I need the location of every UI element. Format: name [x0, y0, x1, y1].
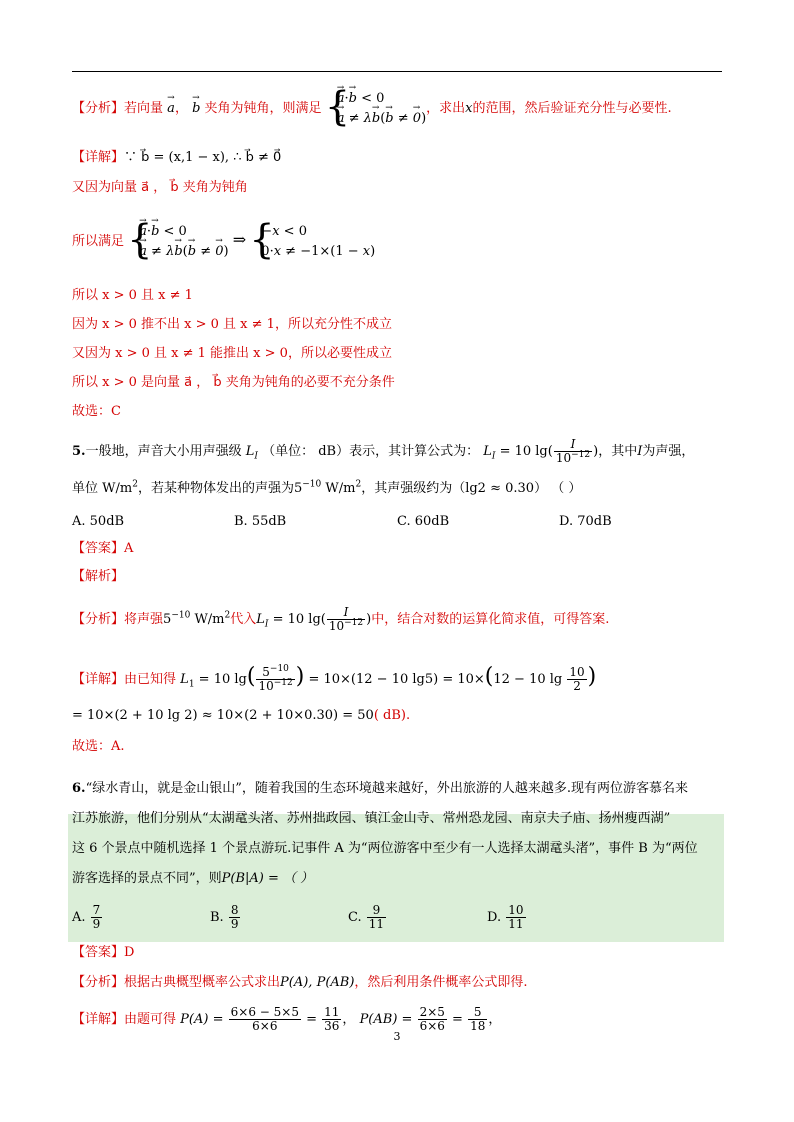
option-label: A. [72, 910, 86, 925]
pab-val-den: 18 [470, 1019, 486, 1033]
pa-label: P(A) = [180, 1012, 224, 1027]
question-number: 5. [72, 444, 86, 459]
comma: ， [174, 101, 188, 116]
answer-paren: ） （ ） [534, 481, 582, 496]
q5-detail-line2 [72, 705, 722, 727]
prev-answer: 故选：C [72, 404, 121, 419]
q6-detail: 【详解】由题可得 P(A) = $\frac{6\times 6 - 5\times 5}{6\times 6}$ = $\frac{11}{36}$ ， P(AB) = $\frac{2\times 5}{6\times 6}$ = $\frac{5}{18}$ ， [72, 1005, 502, 1033]
stem-text-4: 为声强， [642, 444, 695, 459]
answer-tag: 【答案】 [72, 945, 125, 960]
pab-label: P(AB) = [359, 1012, 413, 1027]
analysis-text-2: 代入 [230, 612, 257, 627]
prev-detail-line1 [72, 147, 722, 169]
option-den: 11 [368, 917, 385, 931]
detail-text: 由题可得 [124, 1012, 177, 1027]
option-num: 9 [367, 904, 386, 918]
prev-line5: 因为 x > 0 推不出 x > 0 且 x ≠ 1，所以充分性不成立 [72, 317, 392, 332]
prev-analysis: 【分析】若向量 a →， b → 夹角为钝角，则满足 { a →·b → < 0 a → ≠ λb →(b → ≠ 0 →) ，求出x的范围，然后验证充分性与必要性. [72, 84, 722, 134]
q5-option-d: D. 70dB [559, 514, 612, 529]
analysis-text-2: ，然后利用条件概率公式即得. [354, 975, 528, 990]
lg2-hint: lg2 ≈ 0.30 [465, 481, 535, 496]
stem-text: “绿水青山，就是金山银山”，随着我国的生态环境越来越好，外出旅游的人越来越多.现有两位游客慕名来 [85, 781, 689, 796]
option-num: 8 [230, 903, 239, 917]
analysis-text: 若向量 [124, 101, 164, 116]
detail-text: ∵ b⃗ = (x,1 − x), ∴ b⃗ ≠ 0⃗ [124, 150, 282, 165]
pab-num: 2×5 [419, 1005, 445, 1019]
q6-answer [72, 942, 722, 964]
q5-answer [72, 538, 722, 560]
q6-option-a [72, 904, 103, 931]
pab-den: 6×6 [419, 1019, 445, 1033]
stem-text-6: ，若某种物体发出的声强为 [137, 481, 294, 496]
q6-option-c [348, 904, 387, 931]
pa-val-den: 36 [324, 1019, 340, 1033]
page-number: 3 [393, 1030, 401, 1043]
q5-analysis: 【分析】将声强$5^{-10}$ $W/m^2$代入$L_I = 10$ lg( $\frac{I}{10^{-12}}$ )中，结合对数的运算化简求值，可得答案. [72, 605, 610, 633]
stem-text-5: 单位 [72, 481, 99, 496]
detail-calc: = 10×(2 + 10 lg 2) ≈ 10×(2 + 10×0.30) = 50 [72, 708, 374, 723]
detail-text: 由已知得 [124, 672, 177, 687]
prev-line3: 所以满足 { a →·b → < 0 a → ≠ λb →(b → ≠ 0 →) ⇒ { −x < 0 0·x ≠ −1×(1 − x) [72, 212, 722, 268]
analysis-tag: 【分析】 [72, 612, 125, 627]
q5-stem-line2: 单位 $W/m^2$，若某种物体发出的声强为$5^{-10}$ $W/m^2$，其声强级约为（lg2 ≈ 0.30） （ ） [72, 479, 582, 496]
prev-line2: 又因为向量 a⃗ ， b⃗ 夹角为钝角 [72, 180, 248, 195]
q5-conclusion: 故选：A. [72, 739, 125, 754]
stem-text-2: （单位： dB）表示，其计算公式为： [262, 444, 480, 459]
option-num: 7 [92, 903, 101, 917]
stem-text: 游客选择的景点不同”，则 [72, 871, 222, 886]
q6-stem-line2: 江苏旅游，他们分别从“太湖鼋头渚、苏州拙政园、镇江金山寺、常州恐龙园、南京夫子庙、扬州瘦西湖” [72, 811, 671, 826]
q5-jiexi: 【解析】 [72, 569, 125, 584]
q6-stem-line3: 这 6 个景点中随机选择 1 个景点游玩.记事件 A 为“两位游客中至少有一人选择太湖鼋头渚”，事件 B 为“两位 [72, 841, 698, 856]
condition-system-3: { −x < 0 0·x ≠ −1×(1 − x) [252, 222, 375, 262]
detail-tag: 【详解】 [72, 1012, 125, 1027]
option-label: D. [487, 910, 502, 925]
pa-num: 6×6 − 5×5 [230, 1005, 299, 1019]
answer-value: D [124, 945, 135, 960]
analysis-text: 根据古典概型概率公式求出 [124, 975, 281, 990]
q5-stem-line1: 5.一般地，声音大小用声强级 $L_I$ （单位： dB）表示，其计算公式为： $L_I = 10$ lg( $\frac{I}{10^{-12}}$ )，其中I为声强， [72, 437, 695, 465]
line3-prefix: 所以满足 [72, 234, 125, 249]
option-den: 9 [92, 917, 101, 931]
prev-line4: 所以 x > 0 且 x ≠ 1 [72, 288, 193, 303]
option-label: C. [348, 910, 362, 925]
prev-line6: 又因为 x > 0 且 x ≠ 1 能推出 x > 0，所以必要性成立 [72, 346, 392, 361]
analysis-math: P(A), P(AB) [280, 975, 355, 990]
condition-system-2: { a →·b → < 0 a → ≠ λb →(b → ≠ 0 →) [130, 222, 228, 262]
stem-text: 一般地，声音大小用声强级 [85, 444, 242, 459]
analysis-text: 将声强 [124, 612, 164, 627]
option-den: 11 [508, 917, 524, 931]
analysis-text-4: 的范围，然后验证充分性与必要性. [472, 101, 672, 116]
pa-val-num: 11 [324, 1005, 340, 1019]
q6-analysis [72, 972, 722, 994]
analysis-text-3: 中，结合对数的运算化简求值，可得答案. [371, 612, 610, 627]
question-number: 6. [72, 781, 86, 796]
stem-text-7: ，其声强级约为（ [361, 481, 466, 496]
pa-den: 6×6 [252, 1019, 278, 1033]
q5-option-c: C. 60dB [397, 514, 450, 529]
detail-unit: ( dB). [373, 708, 411, 723]
pab-val-num: 5 [468, 1006, 487, 1020]
detail-tag: 【详解】 [72, 672, 125, 687]
q6-stem-line4 [72, 864, 722, 894]
answer-value: A [124, 541, 134, 556]
q6-option-d [487, 904, 527, 931]
option-num: 10 [508, 903, 524, 917]
q5-detail: 【详解】由已知得 $L_1 = 10$ lg( $\frac{5^{-10}}{10^{-12}}$ ) = 10×(12 − 10 lg5) = 10×(12 − 10 lg $\frac{10}{2}$ ) [72, 664, 597, 693]
analysis-tag: 【分析】 [72, 975, 125, 990]
q5-option-b: B. 55dB [234, 514, 287, 529]
q5-option-a: A. 50dB [72, 514, 125, 529]
prev-line7: 所以 x > 0 是向量 a⃗ ， b⃗ 夹角为钝角的必要不充分条件 [72, 375, 395, 390]
option-label: B. [210, 910, 224, 925]
analysis-text-2: 夹角为钝角，则满足 [200, 101, 322, 116]
stem-formula: P(B|A) = （ ） [221, 871, 314, 886]
condition-system: { a →·b → < 0 a → ≠ λb →(b → ≠ 0 →) [328, 89, 426, 129]
analysis-tag: 【分析】 [72, 101, 125, 116]
stem-text-3: ，其中 [598, 444, 638, 459]
detail-tag: 【详解】 [72, 150, 125, 165]
option-den: 9 [230, 917, 239, 931]
answer-tag: 【答案】 [72, 541, 125, 556]
header-rule [72, 71, 722, 72]
analysis-text-3: ，求出 [426, 101, 466, 116]
q6-stem-line1 [72, 774, 722, 804]
q6-option-b [210, 904, 241, 931]
